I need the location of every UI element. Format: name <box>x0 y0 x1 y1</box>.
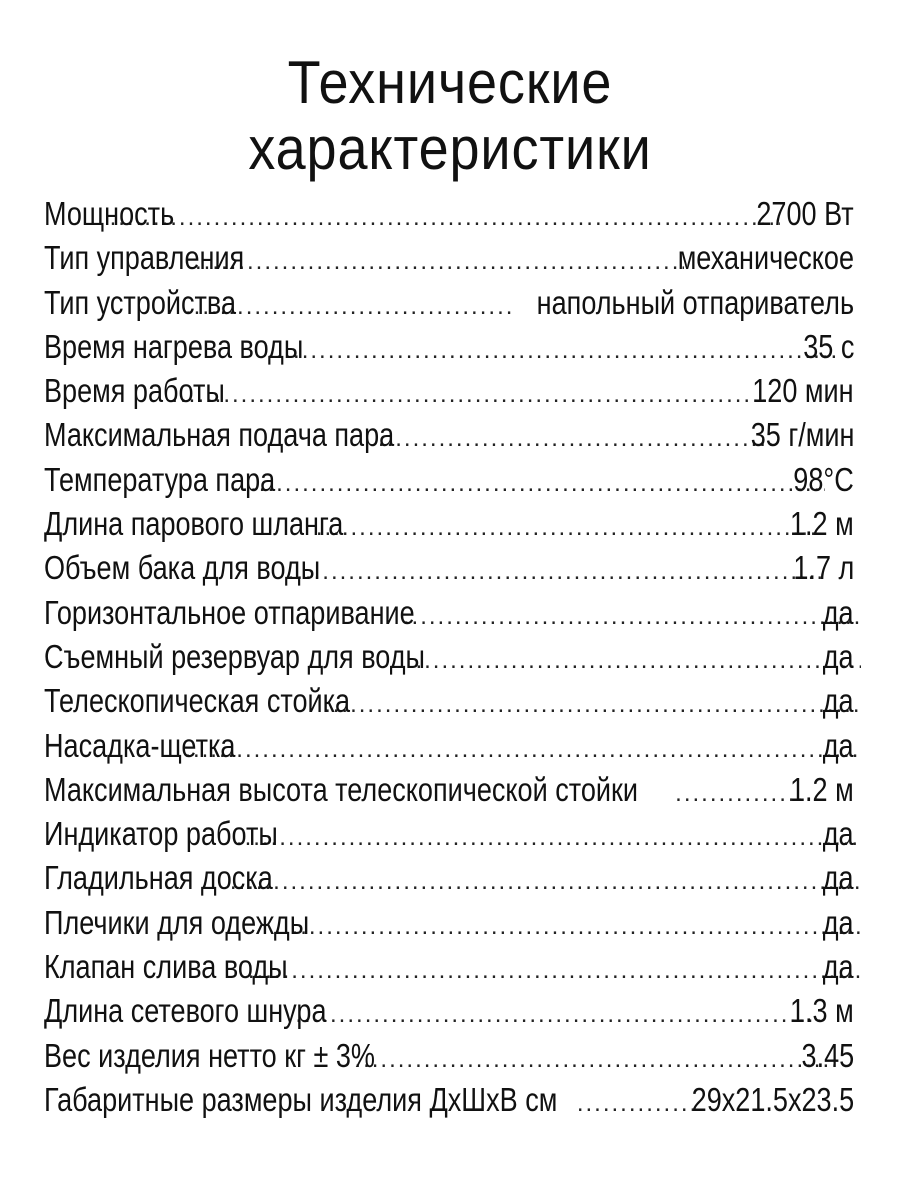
spec-label: Время нагрева воды <box>44 327 304 365</box>
dot-leader <box>415 639 861 683</box>
spec-row <box>44 635 854 679</box>
dot-leader <box>195 240 684 284</box>
spec-row <box>44 281 854 325</box>
dot-leader <box>354 1038 834 1082</box>
spec-row <box>44 325 854 369</box>
spec-value: напольный отпариватель <box>536 283 854 321</box>
spec-label: Мощность <box>44 195 175 232</box>
spec-value: да <box>823 859 854 897</box>
dot-leader <box>577 1082 701 1126</box>
spec-label: Плечики для одежды <box>44 903 310 941</box>
spec-label: Клапан слива воды <box>44 948 288 986</box>
spec-label: Длина сетевого шнура <box>44 992 327 1030</box>
spec-row <box>44 945 854 989</box>
spec-label: Объем бака для воды <box>44 549 321 587</box>
spec-row <box>44 413 854 457</box>
spec-label: Съемный резервуар для воды <box>44 637 425 675</box>
spec-value: 98°С <box>793 460 854 498</box>
spec-label: Тип устройства <box>44 283 237 321</box>
spec-row <box>44 236 854 280</box>
spec-label: Длина парового шланга <box>44 505 344 543</box>
spec-value: механическое <box>677 239 854 277</box>
dot-leader <box>184 728 861 772</box>
spec-label: Максимальная подача пара <box>44 416 395 454</box>
spec-label: Насадка-щетка <box>44 726 236 764</box>
spec-value: 120 мин <box>752 372 854 410</box>
spec-value: да <box>823 682 854 720</box>
spec-row <box>44 679 854 723</box>
spec-value: 29х21.5х23.5 <box>691 1080 854 1118</box>
spec-row <box>44 369 854 413</box>
dot-leader <box>295 993 821 1037</box>
spec-row <box>44 989 854 1033</box>
dot-leader <box>110 196 780 240</box>
spec-value: 3.45 <box>801 1036 854 1074</box>
dot-leader <box>316 506 821 550</box>
spec-value: 1.7 л <box>793 549 854 587</box>
spec-label: Вес изделия нетто кг ± 3% <box>44 1036 375 1074</box>
page-title <box>45 50 855 182</box>
spec-value: 35 г/мин <box>750 416 854 454</box>
spec-row <box>44 724 854 768</box>
dot-leader <box>324 683 861 727</box>
spec-label: Горизонтальное отпаривание <box>44 593 415 631</box>
spec-label: Индикатор работы <box>44 815 278 853</box>
dot-leader <box>267 329 836 373</box>
dot-leader <box>233 462 825 506</box>
spec-value: да <box>823 637 854 675</box>
dot-leader <box>403 595 861 639</box>
spec-value: 2700 Вт <box>756 195 854 232</box>
dot-leader <box>171 373 775 417</box>
dot-leader <box>230 860 861 904</box>
spec-row <box>44 192 854 236</box>
spec-label: Габаритные размеры изделия ДхШхВ см <box>44 1080 558 1118</box>
dot-leader <box>378 417 772 461</box>
title-line-2: характеристики <box>248 115 652 182</box>
spec-list <box>44 192 854 1122</box>
spec-value: да <box>823 815 854 853</box>
spec-label: Максимальная высота телескопической стойки <box>44 770 638 808</box>
spec-value: 1.2 м <box>790 505 854 543</box>
spec-value: да <box>823 593 854 631</box>
spec-row <box>44 1034 854 1078</box>
spec-label: Телескопическая стойка <box>44 682 351 720</box>
dot-leader <box>288 550 825 594</box>
spec-row <box>44 1078 854 1122</box>
spec-value: 35 с <box>802 327 854 365</box>
spec-row <box>44 546 854 590</box>
dot-leader <box>248 949 861 993</box>
title-line-1: Технические <box>287 49 613 116</box>
spec-value: да <box>823 726 854 764</box>
spec-row <box>44 856 854 900</box>
spec-value: 1.3 м <box>790 992 854 1030</box>
dot-leader <box>236 816 861 860</box>
spec-row <box>44 768 854 812</box>
spec-label: Время работы <box>44 372 225 410</box>
spec-row <box>44 591 854 635</box>
spec-value: 1.2 м <box>790 770 854 808</box>
spec-value: да <box>823 948 854 986</box>
spec-value: да <box>823 903 854 941</box>
spec-label: Тип управления <box>44 239 245 277</box>
spec-label: Гладильная доска <box>44 859 273 897</box>
spec-row <box>44 901 854 945</box>
spec-label: Температура пара <box>44 460 276 498</box>
spec-row <box>44 502 854 546</box>
dot-leader <box>274 905 861 949</box>
spec-row <box>44 458 854 502</box>
spec-row <box>44 812 854 856</box>
